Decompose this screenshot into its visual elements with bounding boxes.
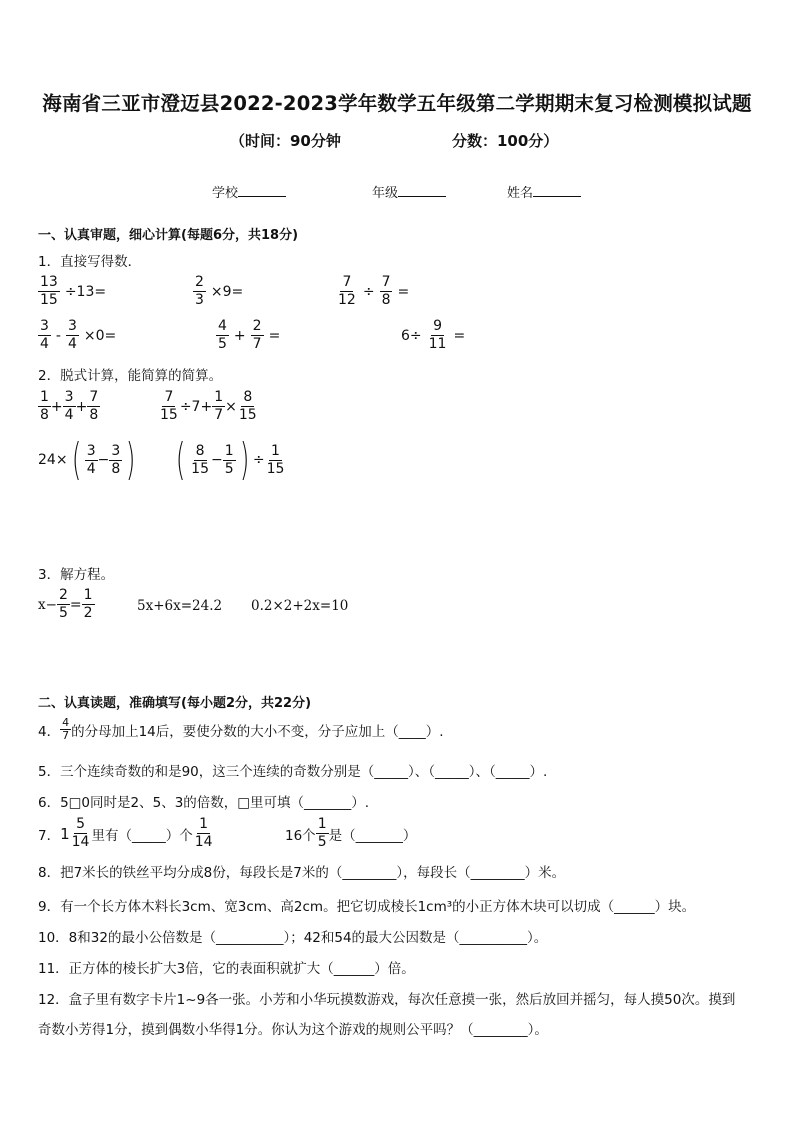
q7-part2: 16个 $\frac{1}{5}$ 是（_______） <box>285 816 417 850</box>
fraction: $\frac{8}{15}$ <box>191 442 209 477</box>
fraction: $\frac{1}{14}$ <box>194 816 213 850</box>
grade-label: 年级 <box>372 186 399 201</box>
fraction: $\frac{7}{8}$ <box>381 274 391 308</box>
fraction: $\frac{3}{8}$ <box>111 442 121 477</box>
school-blank <box>238 184 286 197</box>
paren-close: ) <box>126 434 136 485</box>
fraction: $\frac{9}{11}$ <box>428 318 447 352</box>
q1-item-b: $\frac{2}{3}$ ×9= <box>195 274 244 308</box>
fraction: $\frac{7}{15}$ <box>160 389 178 423</box>
q3-eq-3: 0.2×2+2x=10 <box>251 598 349 614</box>
fraction: $\frac{3}{4}$ <box>86 442 96 477</box>
q3-eq-1: x− $\frac{2}{5}$ = $\frac{1}{2}$ <box>38 587 93 621</box>
exam-score: 分数：100分） <box>452 132 559 150</box>
q2-label: 2．脱式计算，能简算的简算。 <box>38 368 223 384</box>
fraction: $\frac{7}{12}$ <box>338 274 356 308</box>
fraction: $\frac{1}{15}$ <box>266 442 285 477</box>
fraction: $\frac{1}{5}$ <box>317 816 327 850</box>
q9: 9．有一个长方体木料长3cm、宽3cm、高2cm。把它切成棱长1cm³的小正方体木块可以切成（______）块。 <box>38 899 696 915</box>
fraction: $\frac{4}{7}$ <box>62 716 70 742</box>
fraction: $\frac{1}{5}$ <box>224 442 234 477</box>
page-title: 海南省三亚市澄迈县2022-2023学年数学五年级第二学期期末复习检测模拟试题 <box>42 92 752 115</box>
fraction: $\frac{4}{5}$ <box>218 318 227 352</box>
fraction: $\frac{5}{14}$ <box>71 816 90 850</box>
q5: 5．三个连续奇数的和是90，这三个连续的奇数分别是（_____）、（_____）、（_____）. <box>38 764 548 780</box>
fraction: $\frac{7}{8}$ <box>89 389 99 423</box>
fraction: $\frac{1}{8}$ <box>40 389 49 423</box>
fraction: $\frac{1}{7}$ <box>214 389 224 423</box>
q2-expr-4: ( $\frac{8}{15}$ − $\frac{1}{5}$ ) ÷ $\frac{1}{15}$ <box>175 434 285 485</box>
q3-eq-2: 5x+6x=24.2 <box>137 598 223 614</box>
fraction: $\frac{2}{3}$ <box>195 274 204 308</box>
fraction: $\frac{8}{15}$ <box>238 389 257 423</box>
q1-item-e: $\frac{4}{5}$ + $\frac{2}{7}$ = <box>218 318 281 352</box>
paren-close: ) <box>239 434 249 485</box>
q6: 6．5□0同时是2、5、3的倍数，□里可填（_______）. <box>38 795 370 811</box>
name-label: 姓名 <box>507 186 534 201</box>
paren-open: ( <box>175 434 186 485</box>
name-field <box>507 182 581 201</box>
grade-field <box>372 182 446 201</box>
q4: 4． $\frac{4}{7}$ 的分母加上14后，要使分数的大小不变，分子应加上（____）. <box>38 716 444 742</box>
grade-blank <box>398 184 446 197</box>
q2-expr-1: $\frac{1}{8}$ + $\frac{3}{4}$ + $\frac{7}{8}$ <box>40 389 99 423</box>
q1-item-a: $\frac{13}{15}$ ÷13= <box>40 274 107 308</box>
school-field <box>212 182 286 201</box>
section1-heading: 一、认真审题，细心计算(每题6分，共18分) <box>38 228 299 243</box>
q2-expr-3: 24× ( $\frac{3}{4}$ − $\frac{3}{8}$ ) <box>38 434 136 485</box>
fraction: $\frac{3}{4}$ <box>64 389 74 423</box>
section2-heading: 二、认真读题，准确填写(每小题2分，共22分) <box>38 696 312 711</box>
q1-label: 1．直接写得数． <box>38 254 142 270</box>
exam-time: （时间：90分钟 <box>230 132 341 150</box>
q1-item-f: 6÷ $\frac{9}{11}$ = <box>401 318 466 352</box>
q12-line-1: 12．盒子里有数字卡片1~9各一张。小芳和小华玩摸数游戏，每次任意摸一张，然后放回并摇匀，每人摸50次。摸到 <box>38 992 736 1008</box>
q2-expr-2: $\frac{7}{15}$ ÷7+ $\frac{1}{7}$ × $\frac{8}{15}$ <box>160 389 257 423</box>
q1-item-d: $\frac{3}{4}$ - $\frac{3}{4}$ ×0= <box>40 318 117 352</box>
q7: 7． 1 $\frac{5}{14}$ 里有（_____）个 $\frac{1}{14}$ <box>38 816 213 850</box>
fraction: $\frac{2}{5}$ <box>58 587 68 621</box>
name-blank <box>533 184 581 197</box>
q11: 11．正方体的棱长扩大3倍，它的表面积就扩大（______）倍。 <box>38 961 415 977</box>
fraction: $\frac{13}{15}$ <box>40 274 58 308</box>
q1-item-c: $\frac{7}{12}$ ÷ $\frac{7}{8}$ = <box>338 274 410 308</box>
q3-label: 3．解方程。 <box>38 567 115 583</box>
fraction: $\frac{3}{4}$ <box>40 318 49 352</box>
q8: 8．把7米长的铁丝平均分成8份，每段长是7米的（________），每段长（________）米。 <box>38 865 566 881</box>
fraction: $\frac{2}{7}$ <box>252 318 262 352</box>
fraction: $\frac{1}{2}$ <box>83 587 93 621</box>
q12-line-2: 奇数小芳得1分，摸到偶数小华得1分。你认为这个游戏的规则公平吗？（________）。 <box>38 1022 548 1038</box>
school-label: 学校 <box>212 186 239 201</box>
paren-open: ( <box>71 434 81 485</box>
fraction: $\frac{3}{4}$ <box>67 318 77 352</box>
q10: 10．8和32的最小公倍数是（__________）；42和54的最大公因数是（__________）。 <box>38 930 548 946</box>
